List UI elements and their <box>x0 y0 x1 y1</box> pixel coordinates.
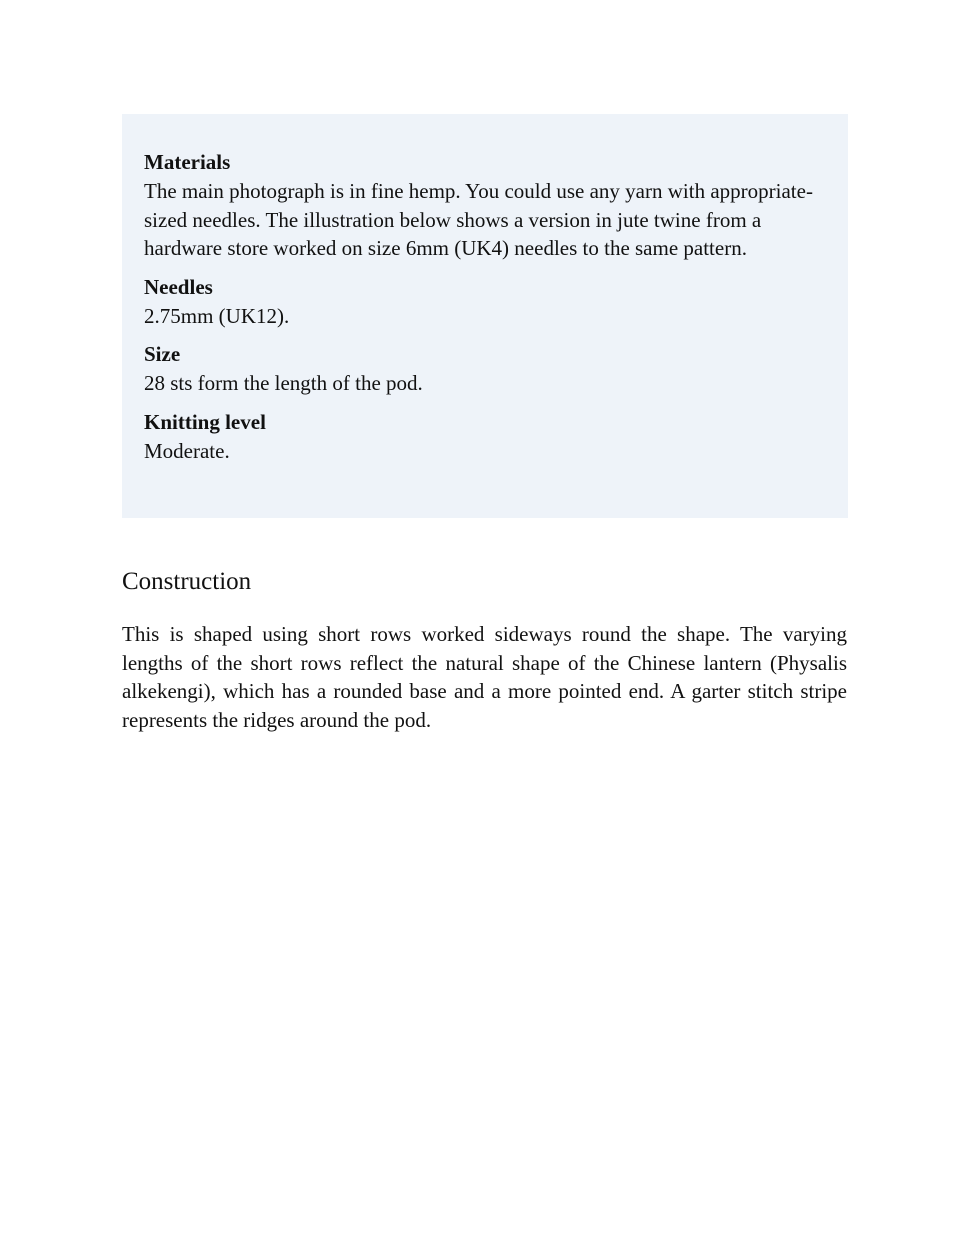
construction-heading: Construction <box>122 568 252 595</box>
materials-section <box>144 148 826 263</box>
knitting-level-heading: Knitting level <box>144 409 266 434</box>
needles-heading: Needles <box>144 274 213 299</box>
materials-text: The main photograph is in fine hemp. You could use any yarn with appropriate-sized needles. The illustration below shows a version in jute twine from a hardware store worked on size 6mm (UK4) needles to the same pattern. <box>144 179 813 260</box>
size-heading: Size <box>144 342 181 366</box>
knitting-level-section <box>144 408 826 466</box>
needles-text: 2.75mm (UK12). <box>144 303 290 328</box>
size-section <box>144 340 826 398</box>
construction-paragraph: This is shaped using short rows worked sideways round the shape. The varying lengths of the short rows reflect the natural shape of the Chinese lantern (Physalis alkekengi), which has a rounded base and a more pointed end. A garter stitch stripe represents the ridges around the pod. <box>122 622 847 732</box>
needles-section <box>144 273 826 331</box>
size-text: 28 sts form the length of the pod. <box>144 371 423 395</box>
pattern-info-box <box>122 114 848 518</box>
materials-heading: Materials <box>144 150 231 174</box>
knitting-level-text: Moderate. <box>144 438 230 463</box>
